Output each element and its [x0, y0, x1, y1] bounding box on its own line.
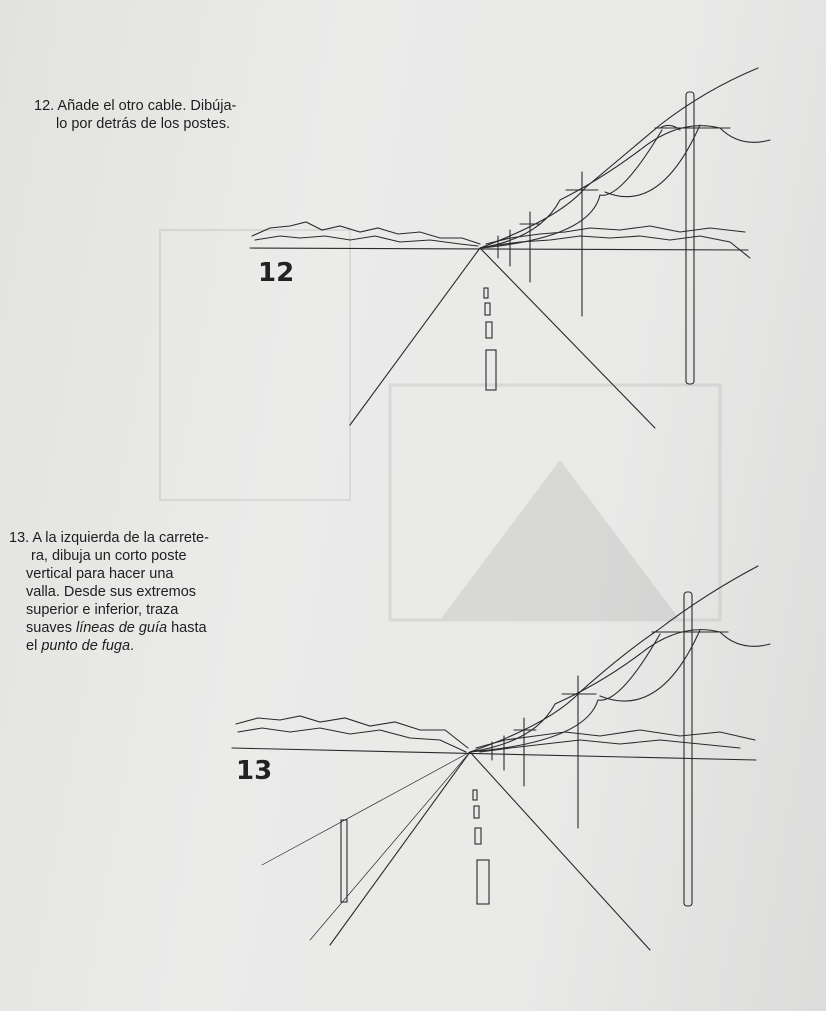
step-13-line-7-text: el	[26, 638, 42, 654]
figure-13-label: 13	[236, 756, 273, 786]
step-13-number: 13.	[9, 530, 30, 546]
mountains-left-13	[236, 716, 468, 748]
cable-back-13	[470, 630, 720, 752]
step-13-line-6-text: suaves	[26, 620, 76, 636]
step-13-line-7-after: .	[130, 638, 135, 654]
cable-front-13	[470, 566, 758, 752]
road-edge-left-13	[330, 752, 470, 945]
road-dash-13	[473, 790, 477, 800]
step-13-line-3: vertical para hacer una	[26, 566, 174, 582]
step-12-line-1: Añade el otro cable. Dibúja-	[57, 98, 237, 114]
step-12-number: 12.	[34, 98, 55, 114]
step-12-line-2: lo por detrás de los postes.	[56, 116, 231, 132]
step-13-line-6-em: líneas de guía	[75, 620, 168, 636]
step-13-line-5: superior e inferior, traza	[26, 602, 179, 618]
guide-line-bottom-13	[310, 752, 470, 940]
step-13-line-1: A la izquierda de la carrete-	[32, 530, 209, 546]
road-dash-13	[477, 860, 489, 904]
step-13-line-2: ra, dibuja un corto poste	[31, 548, 187, 564]
road-edge-right-13	[470, 752, 650, 950]
road-dash-13	[474, 806, 479, 818]
figure-12-label: 12	[258, 258, 295, 288]
step-13-line-6-after: hasta	[167, 620, 207, 636]
guide-line-top-13	[262, 752, 470, 865]
road-dash-13	[475, 828, 481, 844]
step-13-line-7-em: punto de fuga	[41, 638, 131, 654]
step-13-line-4: valla. Desde sus extremos	[26, 584, 197, 600]
fence-post-13	[341, 820, 347, 902]
pole-13	[684, 592, 692, 906]
